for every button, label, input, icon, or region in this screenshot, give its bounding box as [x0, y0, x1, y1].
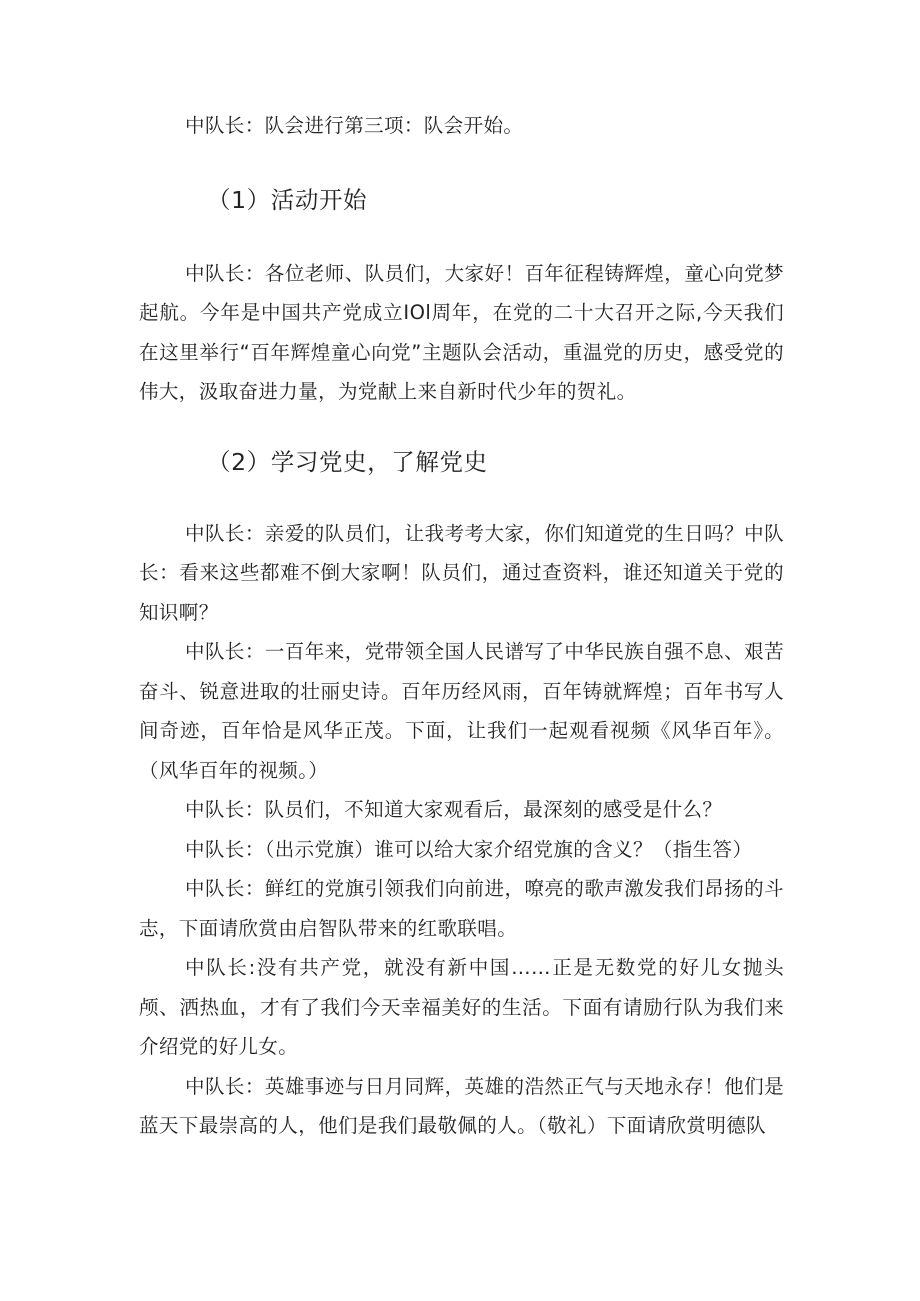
paragraph-party-heroes: 中队长:没有共产党，就没有新中国……正是无数党的好儿女抛头颅、洒热血，才有了我们今天幸福美好的生活。下面有请励行队为我们来介绍党的好儿女。	[139, 956, 784, 1058]
paragraph-video-intro: 中队长：一百年来，党带领全国人民谱写了中华民族自强不息、艰苦奋斗、锐意进取的壮丽史诗。百年历经风雨，百年铸就辉煌；百年书写人间奇迹，百年恰是风华正茂。下面，让我们一起观看视频《风华百年》。（风华百年的视频。）	[139, 640, 784, 782]
paragraph-hero-tribute: 中队长：英雄事迹与日月同辉，英雄的浩然正气与天地永存！他们是蓝天下最崇高的人，他们是我们最敬佩的人。（敬礼）下面请欣赏明德队	[139, 1074, 784, 1137]
document-body	[139, 106, 784, 1146]
paragraph-party-flag: 中队长：（出示党旗）谁可以给大家介绍党旗的含义？（指生答）	[185, 837, 753, 861]
paragraph-quiz: 中队长：亲爱的队员们，让我考考大家，你们知道党的生日吗？中队长：看来这些都难不倒大家啊！队员们，通过查资料，谁还知道关于党的知识啊？	[139, 521, 784, 624]
paragraph-red-songs: 中队长：鲜红的党旗引领我们向前进，嘹亮的歌声激发我们昂扬的斗志，下面请欣赏由启智队带来的红歌联唱。	[139, 877, 784, 940]
paragraph-feelings-question: 中队长：队员们，不知道大家观看后，最深刻的感受是什么？	[185, 798, 723, 821]
section-heading-party-history: （2）学习党史，了解党史	[207, 447, 488, 476]
paragraph-agenda-item-3: 中队长：队会进行第三项：队会开始。	[185, 114, 524, 137]
paragraph-opening-speech: 中队长：各位老师、队员们，大家好！百年征程铸辉煌，童心向党梦起航。今年是中国共产党成立IOl周年，在党的二十大召开之际,今天我们在这里举行“百年辉煌童心向党”主题队会活动，重温党的历史，感受党的伟大，汲取奋进力量，为党献上来自新时代少年的贺礼。	[139, 261, 784, 403]
section-heading-activity-start: （1）活动开始	[207, 185, 368, 214]
